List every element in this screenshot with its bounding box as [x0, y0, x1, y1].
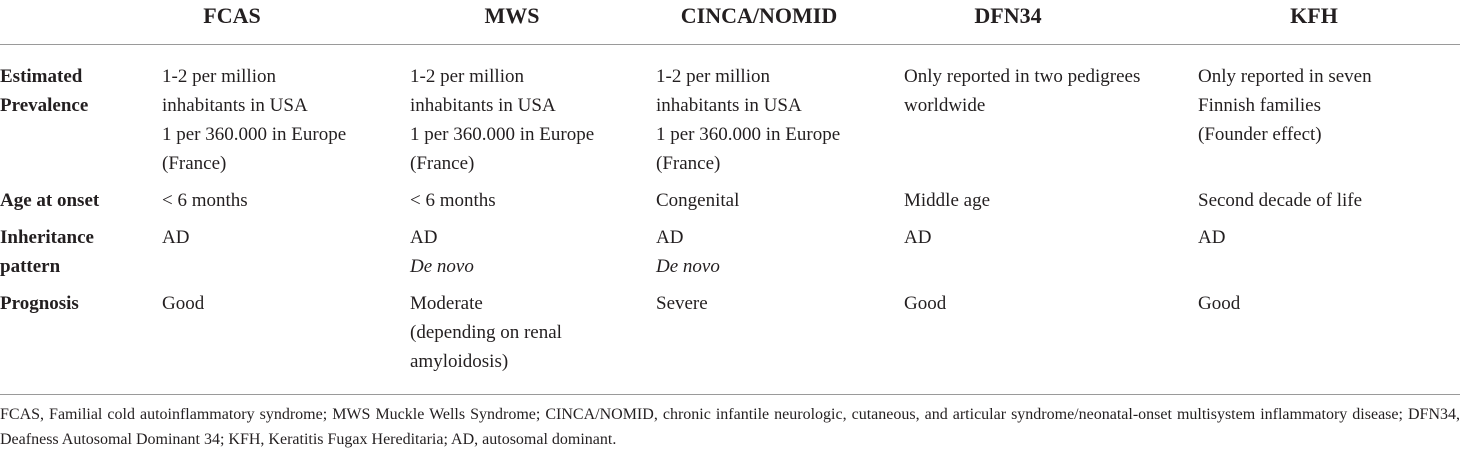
cell-text: < 6 months — [162, 190, 248, 211]
table-cell — [410, 62, 594, 178]
cell-text: De novo — [410, 256, 474, 277]
cell-text: 1 per 360.000 in Europe — [162, 124, 347, 145]
cell-text: AD — [1198, 227, 1226, 248]
cell-text: Second decade of life — [1198, 190, 1363, 211]
table-cell — [410, 223, 474, 281]
row-label-line: Age at onset — [0, 190, 100, 211]
cell-text: inhabitants in USA — [656, 95, 802, 116]
table-cell — [904, 186, 990, 215]
table-cell — [656, 223, 720, 281]
cell-text: 1 per 360.000 in Europe — [410, 124, 595, 145]
column-header-cinca-nomid: CINCA/NOMID — [680, 3, 838, 28]
table-footnote: FCAS, Familial cold autoinflammatory syndrome; MWS Muckle Wells Syndrome; CINCA/NOMID, chronic infantile neurologic, cutaneous, and articular syndrome/neonatal-onset multisystem inflammatory disease; DFN34, Deafness Autosomal Dominant 34; KFH, Keratitis Fugax Hereditaria; AD, autosomal dominant. — [0, 406, 1460, 448]
cell-text: De novo — [656, 256, 720, 277]
cell-text: 1-2 per million — [656, 66, 770, 87]
cell-text: Only reported in two pedigrees — [904, 66, 1141, 87]
cell-text: (France) — [410, 153, 475, 174]
column-header-kfh: KFH — [1290, 3, 1338, 28]
cell-text: Congenital — [656, 190, 740, 211]
table-cell — [162, 289, 204, 318]
cell-text: Good — [904, 293, 947, 314]
table-cell — [162, 223, 189, 252]
cell-text: AD — [656, 227, 684, 248]
cell-text: 1 per 360.000 in Europe — [656, 124, 841, 145]
cell-text: < 6 months — [410, 190, 496, 211]
row-label — [0, 62, 145, 120]
header-rule — [0, 44, 1460, 45]
table-cell — [410, 186, 496, 215]
cell-text: (depending on renal — [410, 322, 562, 343]
row-label — [0, 223, 145, 281]
table-cell — [162, 62, 346, 178]
column-header-dfn34: DFN34 — [974, 3, 1042, 28]
cell-text: AD — [162, 227, 190, 248]
cell-text: Moderate — [410, 293, 483, 314]
cell-text: (France) — [162, 153, 227, 174]
column-header-fcas: FCAS — [203, 3, 261, 28]
cell-text: 1-2 per million — [162, 66, 276, 87]
cell-text: inhabitants in USA — [410, 95, 556, 116]
table-header-row — [0, 0, 1460, 44]
footer-rule — [0, 394, 1460, 395]
cell-text: (France) — [656, 153, 721, 174]
table-cell — [656, 186, 739, 215]
row-label-line: pattern — [0, 256, 61, 277]
table-cell — [1198, 186, 1362, 215]
table-cell — [1198, 62, 1372, 149]
table-cell — [162, 186, 248, 215]
cell-text: worldwide — [904, 95, 986, 116]
cell-text: 1-2 per million — [410, 66, 524, 87]
cell-text: inhabitants in USA — [162, 95, 308, 116]
table-cell — [656, 289, 708, 318]
cell-text: Middle age — [904, 190, 991, 211]
table-cell — [1198, 289, 1240, 318]
row-label-line: Prevalence — [0, 95, 89, 116]
cell-text: Finnish families — [1198, 95, 1321, 116]
table-cell — [410, 289, 562, 376]
table-cell — [904, 62, 1140, 120]
row-label — [0, 186, 145, 215]
cell-text: Only reported in seven — [1198, 66, 1372, 87]
column-header-mws: MWS — [484, 3, 540, 28]
row-label-line: Prognosis — [0, 293, 79, 314]
cell-text: Good — [162, 293, 205, 314]
cell-text: AD — [904, 227, 932, 248]
cell-text: (Founder effect) — [1198, 124, 1322, 145]
row-label-line: Inheritance — [0, 227, 94, 248]
table-cell — [904, 223, 931, 252]
table-cell — [656, 62, 840, 178]
row-label — [0, 289, 145, 318]
table-cell — [1198, 223, 1225, 252]
cell-text: amyloidosis) — [410, 351, 509, 372]
cell-text: Good — [1198, 293, 1241, 314]
row-label-line: Estimated — [0, 66, 83, 87]
cell-text: AD — [410, 227, 438, 248]
table-cell — [904, 289, 946, 318]
cell-text: Severe — [656, 293, 708, 314]
